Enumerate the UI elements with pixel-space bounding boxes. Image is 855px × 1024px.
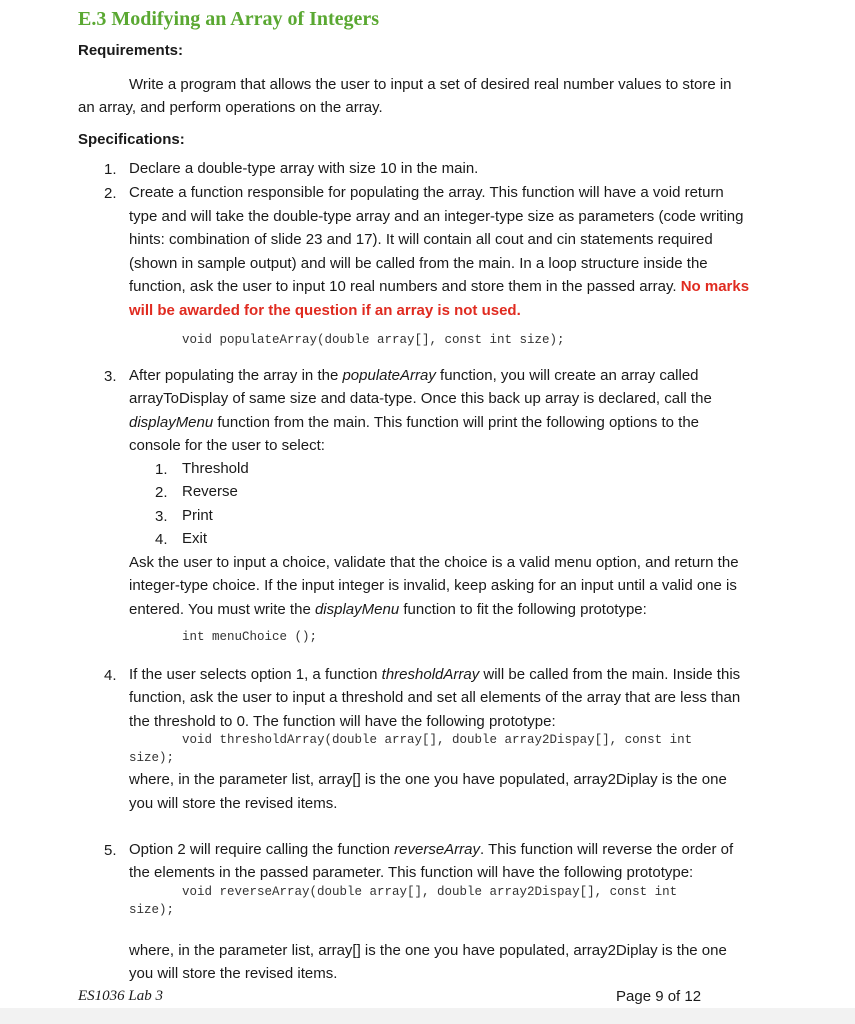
populate-array-fn-name: populateArray bbox=[342, 367, 436, 384]
menu-option-2-number: 2. bbox=[155, 484, 168, 501]
reverse-array-prototype-line2: size); bbox=[129, 903, 175, 917]
reverse-array-fn-name: reverseArray bbox=[394, 841, 481, 858]
requirements-text-line2: an array, and perform operations on the array. bbox=[78, 99, 383, 116]
display-menu-fn-name-2: displayMenu bbox=[314, 601, 400, 618]
item-4-line1-a: If the user selects option 1, a function bbox=[129, 666, 382, 683]
item-3-line3 bbox=[129, 411, 794, 435]
item-3-line1 bbox=[129, 364, 794, 388]
item-2-line2: type and will take the double-type array and an integer-type size as parameters (code writing bbox=[129, 208, 744, 225]
item-4-line1-c: will be called from the main. Inside this bbox=[479, 666, 741, 683]
item-3-line7-c: function to fit the following prototype: bbox=[399, 601, 647, 618]
menu-option-4-number: 4. bbox=[155, 531, 168, 548]
item-4-line2: function, ask the user to input a threshold and set all elements of the array that are less than bbox=[129, 689, 741, 706]
item-3-line5: Ask the user to input a choice, validate that the choice is a valid menu option, and return the bbox=[129, 554, 739, 571]
item-5-line1 bbox=[129, 838, 794, 862]
requirements-text-line1: Write a program that allows the user to input a set of desired real number values to store in bbox=[129, 76, 732, 93]
item-4-line5: you will store the revised items. bbox=[129, 795, 338, 812]
item-3-line7-a: entered. You must write the bbox=[129, 601, 315, 618]
menu-option-4-label: Exit bbox=[182, 530, 208, 547]
display-menu-fn-name: displayMenu bbox=[129, 414, 214, 431]
item-5-line4: you will store the revised items. bbox=[129, 965, 338, 982]
item-4-line1 bbox=[129, 663, 794, 687]
item-3-line4: console for the user to select: bbox=[129, 437, 325, 454]
item-2-line1: Create a function responsible for populating the array. This function will have a void return bbox=[129, 184, 724, 201]
item-3-line2: arrayToDisplay of same size and data-type. Once this back up array is declared, call the bbox=[129, 390, 712, 407]
no-marks-warning: No marks bbox=[680, 278, 750, 295]
menu-option-1-number: 1. bbox=[155, 461, 168, 478]
menu-choice-prototype: int menuChoice (); bbox=[182, 630, 318, 644]
populate-array-prototype: void populateArray(double array[], const int size); bbox=[182, 333, 565, 347]
item-2-line5 bbox=[129, 275, 794, 299]
footer-course-label: ES1036 Lab 3 bbox=[78, 988, 164, 1004]
item-2-line6-warning: will be awarded for the question if an array is not used. bbox=[129, 302, 521, 319]
item-5-number: 5. bbox=[104, 842, 117, 859]
item-5-line1-c: . This function will reverse the order of bbox=[480, 841, 734, 858]
section-title: E.3 Modifying an Array of Integers bbox=[78, 8, 380, 30]
item-3-line1-c: function, you will create an array called bbox=[435, 367, 699, 384]
item-3-line6: integer-type choice. If the input integer is invalid, keep asking for an input until a valid one is bbox=[129, 577, 737, 594]
item-4-number: 4. bbox=[104, 667, 117, 684]
item-5-line3: where, in the parameter list, array[] is the one you have populated, array2Diplay is the one bbox=[129, 942, 727, 959]
item-3-line1-a: After populating the array in the bbox=[129, 367, 343, 384]
menu-option-3-label: Print bbox=[182, 507, 213, 524]
item-4-line4: where, in the parameter list, array[] is the one you have populated, array2Diplay is the one bbox=[129, 771, 727, 788]
item-2-line3: hints: combination of slide 23 and 17). It will contain all cout and cin statements required bbox=[129, 231, 713, 248]
item-5-line2: the elements in the passed parameter. This function will have the following prototype: bbox=[129, 864, 694, 881]
requirements-heading: Requirements: bbox=[78, 42, 184, 59]
menu-option-3-number: 3. bbox=[155, 508, 168, 525]
menu-option-1-label: Threshold bbox=[182, 460, 249, 477]
item-3-line3-b: function from the main. This function will print the following options to the bbox=[213, 414, 700, 431]
item-2-line4: (shown in sample output) and will be called from the main. In a loop structure inside the bbox=[129, 255, 708, 272]
item-3-number: 3. bbox=[104, 368, 117, 385]
item-1-text: Declare a double-type array with size 10 in the main. bbox=[129, 160, 479, 177]
item-4-line3: the threshold to 0. The function will have the following prototype: bbox=[129, 713, 556, 730]
item-3-line7 bbox=[129, 598, 794, 622]
menu-option-2-label: Reverse bbox=[182, 483, 238, 500]
footer-page-number: Page 9 of 12 bbox=[616, 988, 702, 1005]
item-2-number: 2. bbox=[104, 185, 117, 202]
page-bottom-shade bbox=[0, 1008, 855, 1024]
threshold-array-prototype-line1: void thresholdArray(double array[], double array2Dispay[], const int bbox=[182, 733, 693, 747]
item-1-number: 1. bbox=[104, 161, 117, 178]
specifications-heading: Specifications: bbox=[78, 131, 185, 148]
item-2-line5-text: function, ask the user to input 10 real numbers and store them in the passed array. bbox=[129, 278, 681, 295]
threshold-array-prototype-line2: size); bbox=[129, 751, 175, 765]
reverse-array-prototype-line1: void reverseArray(double array[], double array2Dispay[], const int bbox=[182, 885, 678, 899]
item-5-line1-a: Option 2 will require calling the function bbox=[129, 841, 395, 858]
threshold-array-fn-name: thresholdArray bbox=[381, 666, 480, 683]
